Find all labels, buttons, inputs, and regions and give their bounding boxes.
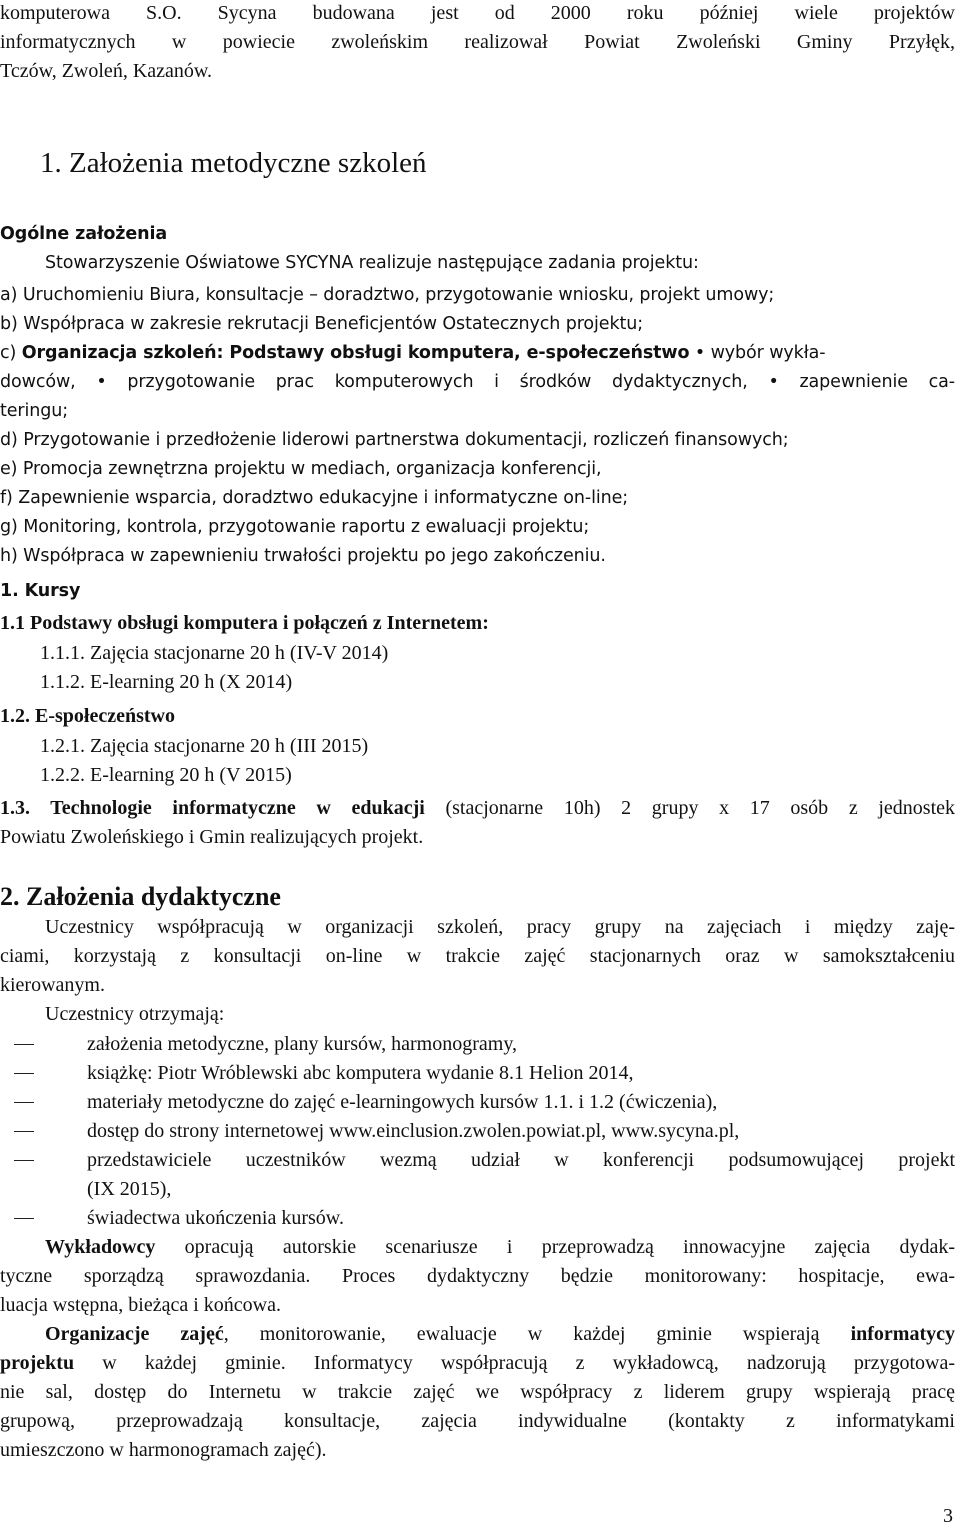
course-1-2: 1.2. E-społeczeństwo xyxy=(0,705,175,727)
list-dash-3 xyxy=(14,1102,34,1103)
lecturers-line-3: luacja wstępna, bieżąca i końcowa. xyxy=(0,1294,281,1316)
task-h: h) Współpraca w zapewnieniu trwałości projektu po jego zakończeniu. xyxy=(0,546,606,566)
organization-line-2 xyxy=(0,1350,955,1376)
course-1-1: 1.1 Podstawy obsługi komputera i połączeń z Internetem: xyxy=(0,612,489,634)
lecturers-line-1 xyxy=(45,1234,955,1260)
task-a: a) Uruchomieniu Biura, konsultacje – doradztwo, przygotowanie wniosku, projekt umowy; xyxy=(0,285,775,305)
organization-line-4: grupową, przeprowadzają konsultacje, zajęcia indywidualne (kontakty z informatykami xyxy=(0,1410,955,1432)
course-1-2-2: 1.2.2. E-learning 20 h (V 2015) xyxy=(40,764,292,786)
section-1-heading: 1. Założenia metodyczne szkoleń xyxy=(40,147,427,179)
list-dash-4 xyxy=(14,1131,34,1132)
organization-line-1 xyxy=(45,1321,955,1347)
course-1-3-line-2: Powiatu Zwoleńskiego i Gmin realizujących projekt. xyxy=(0,826,424,848)
list-item-4: dostęp do strony internetowej www.einclusion.zwolen.powiat.pl, www.sycyna.pl, xyxy=(87,1120,740,1142)
section-2-heading: 2. Założenia dydaktyczne xyxy=(0,882,281,911)
list-dash-6 xyxy=(14,1218,34,1219)
task-f: f) Zapewnienie wsparcia, doradztwo edukacyjne i informatyczne on-line; xyxy=(0,488,629,508)
task-c xyxy=(0,340,955,366)
list-item-1: założenia metodyczne, plany kursów, harmonogramy, xyxy=(87,1033,518,1055)
organization-mid: , monitorowanie, ewaluacje w każdej gminie wspierają xyxy=(223,1323,851,1345)
section-2-paragraph-line-1: Uczestnicy współpracują w organizacji szkoleń, pracy grupy na zajęciach i między zaję- xyxy=(45,916,955,938)
tasks-lead: Stowarzyszenie Oświatowe SYCYNA realizuje następujące zadania projektu: xyxy=(45,253,699,273)
list-item-3: materiały metodyczne do zajęć e-learningowych kursów 1.1. i 1.2 (ćwiczenia), xyxy=(87,1091,718,1113)
list-dash-1 xyxy=(14,1044,34,1045)
task-e: e) Promocja zewnętrzna projektu w mediach, organizacja konferencji, xyxy=(0,459,602,479)
course-1-3-title: 1.3. Technologie informatyczne w edukacji xyxy=(0,797,425,819)
course-1-1-1: 1.1.1. Zajęcia stacjonarne 20 h (IV-V 2014) xyxy=(40,642,389,664)
list-item-5: przedstawiciele uczestników wezmą udział w konferencji podsumowującej projekt xyxy=(87,1149,955,1171)
intro-line-1: komputerowa S.O. Sycyna budowana jest od 2000 roku później wiele projektów xyxy=(0,2,955,24)
section-2-paragraph-line-2: ciami, korzystają z konsultacji on-line w trakcie zajęć stacjonarnych oraz w samokształceniu xyxy=(0,945,955,967)
lecturers-line-2: tyczne sporządzą sprawozdania. Proces dydaktyczny będzie monitorowany: hospitacje, ewa- xyxy=(0,1265,955,1287)
course-1-3 xyxy=(0,795,955,821)
organization-line-3: nie sal, dostęp do Internetu w trakcie zajęć we współpracy z liderem grupy wspierają pracę xyxy=(0,1381,955,1403)
intro-line-2: informatycznych w powiecie zwoleńskim realizował Powiat Zwoleński Gminy Przyłęk, xyxy=(0,31,955,53)
lecturers-rest: opracują autorskie scenariusze i przeprowadzą innowacyjne zajęcia dydak- xyxy=(155,1236,955,1258)
task-c-prefix: c) xyxy=(0,343,22,363)
intro-line-3: Tczów, Zwoleń, Kazanów. xyxy=(0,60,213,82)
task-d: d) Przygotowanie i przedłożenie liderowi partnerstwa dokumentacji, rozliczeń finansowych; xyxy=(0,430,789,450)
task-c-line-3: teringu; xyxy=(0,401,69,421)
task-c-bold: Organizacja szkoleń: Podstawy obsługi komputera, e-społeczeństwo xyxy=(21,343,690,363)
task-b: b) Współpraca w zakresie rekrutacji Beneficjentów Ostatecznych projektu; xyxy=(0,314,644,334)
subheading-general-assumptions: Ogólne założenia xyxy=(0,224,168,244)
task-c-line-2: dowców, • przygotowanie prac komputerowych i środków dydaktycznych, • zapewnienie ca- xyxy=(0,372,955,392)
organization-line-2-bold: projektu xyxy=(0,1352,75,1374)
participants-receive-lead: Uczestnicy otrzymają: xyxy=(45,1003,225,1025)
course-1-2-1: 1.2.1. Zajęcia stacjonarne 20 h (III 2015) xyxy=(40,735,369,757)
course-1-3-detail: (stacjonarne 10h) 2 grupy x 17 osób z jednostek xyxy=(424,797,955,819)
task-c-rest: • wybór wykła- xyxy=(689,343,826,363)
organization-line-2-rest: w każdej gminie. Informatycy współpracują z wykładowcą, nadzorują przygotowa- xyxy=(74,1352,955,1374)
organization-line-5: umieszczono w harmonogramach zajęć). xyxy=(0,1439,327,1461)
task-g: g) Monitoring, kontrola, przygotowanie raportu z ewaluacji projektu; xyxy=(0,517,590,537)
organization-bold-1: Organizacje zajęć xyxy=(45,1323,224,1345)
courses-heading: 1. Kursy xyxy=(0,581,81,601)
course-1-1-2: 1.1.2. E-learning 20 h (X 2014) xyxy=(40,671,293,693)
list-item-6: świadectwa ukończenia kursów. xyxy=(87,1207,344,1229)
page-number: 3 xyxy=(943,1505,953,1527)
list-dash-2 xyxy=(14,1073,34,1074)
section-2-paragraph-line-3: kierowanym. xyxy=(0,974,105,996)
list-dash-5 xyxy=(14,1160,34,1161)
lecturers-bold: Wykładowcy xyxy=(45,1236,156,1258)
list-item-5-continued: (IX 2015), xyxy=(87,1178,172,1200)
list-item-2: książkę: Piotr Wróblewski abc komputera wydanie 8.1 Helion 2014, xyxy=(87,1062,634,1084)
organization-bold-2: informatycy xyxy=(850,1323,955,1345)
